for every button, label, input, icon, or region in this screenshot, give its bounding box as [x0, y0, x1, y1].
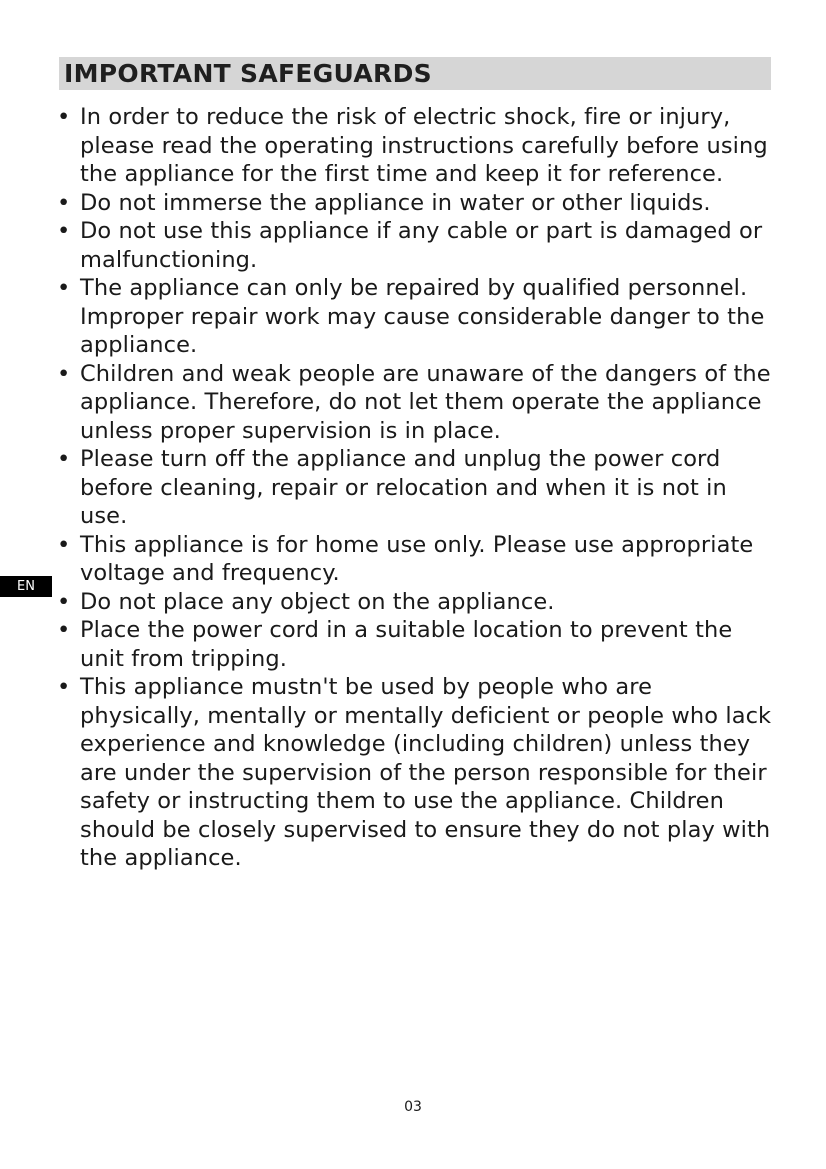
- safeguard-text: The appliance can only be repaired by qualified personnel.: [80, 275, 748, 301]
- safeguard-item: [57, 531, 773, 588]
- safeguard-item: [57, 360, 773, 446]
- safeguard-text: In order to reduce the risk of electric shock, fire or injury, please read the operating instructions carefully before using the appliance for the first time and keep it for reference.: [80, 104, 768, 187]
- safeguard-item: [57, 217, 773, 274]
- page-title: IMPORTANT SAFEGUARDS: [64, 59, 432, 88]
- safeguard-text: Please turn off the appliance and unplug the power cord before cleaning, repair or relocation and when it is not in use.: [80, 446, 727, 529]
- safeguard-text: This appliance is for home use only. Please use appropriate voltage and frequency.: [80, 531, 754, 586]
- safeguard-item: [57, 588, 773, 617]
- bullet-icon: •: [57, 446, 71, 472]
- safeguard-text: This appliance mustn't be used by people who are physically, mentally or mentally deficient or people who lack experience and knowledge (including children) unless they are under the supervision of the person responsible for their safety or instructing them to use the appliance. Children should be closely supervised to ensure they do not play with the appliance.: [80, 674, 772, 871]
- bullet-icon: •: [57, 218, 71, 244]
- safeguard-item: [57, 673, 773, 873]
- safeguard-text: Do not place any object on the appliance.: [80, 588, 555, 615]
- safeguard-item: [57, 445, 773, 531]
- page-number: 03: [404, 1099, 422, 1115]
- safeguard-extra-text: Improper repair work may cause considerable danger to the appliance.: [80, 303, 765, 358]
- safeguard-text: Place the power cord in a suitable location to prevent the unit from tripping.: [80, 617, 733, 672]
- bullet-icon: •: [57, 617, 71, 643]
- safeguard-text: Children and weak people are unaware of the dangers of the appliance. Therefore, do not let them operate the appliance unless proper supervision is in place.: [80, 360, 771, 444]
- title-bar: [59, 57, 771, 90]
- bullet-icon: •: [57, 531, 71, 558]
- bullet-icon: •: [57, 189, 71, 216]
- bullet-icon: •: [57, 275, 71, 301]
- bullet-icon: •: [57, 360, 71, 387]
- bullet-icon: •: [57, 104, 71, 130]
- bullet-icon: •: [57, 588, 71, 615]
- bullet-icon: •: [57, 674, 71, 700]
- safeguard-item: [57, 189, 773, 218]
- safeguard-item: [57, 103, 773, 189]
- safeguard-item: [57, 616, 773, 673]
- safeguards-list: [57, 103, 773, 873]
- language-tab: EN: [0, 576, 52, 597]
- safeguard-text: Do not immerse the appliance in water or other liquids.: [80, 189, 711, 216]
- safeguard-text: Do not use this appliance if any cable or part is damaged or malfunctioning.: [80, 218, 763, 273]
- safeguard-item: [57, 274, 773, 360]
